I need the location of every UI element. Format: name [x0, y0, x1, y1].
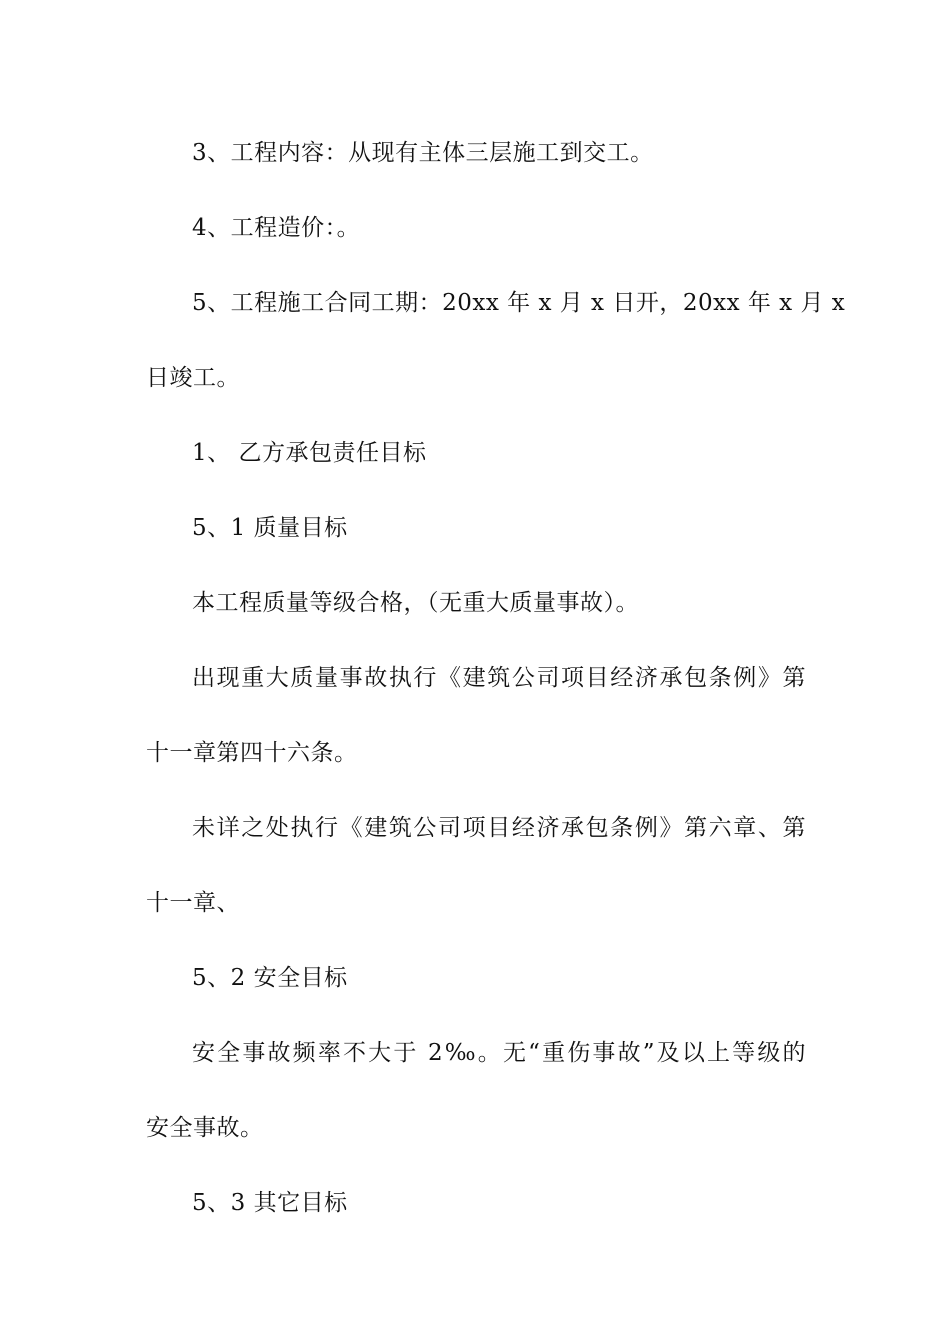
heading-safety-target: 5、2 安全目标 [192, 965, 348, 991]
paragraph-major-accident: 出现重大质量事故执行《建筑公司项目经济承包条例》第 [192, 665, 806, 691]
paragraph-major-accident-cont: 十一章第四十六条。 [146, 740, 358, 766]
heading-other-targets: 5、3 其它目标 [192, 1190, 348, 1216]
paragraph-project-content: 3、工程内容：从现有主体三层施工到交工。 [192, 140, 654, 166]
document-body [146, 124, 846, 1249]
heading-responsibility-targets: 1、 乙方承包责任目标 [192, 440, 427, 466]
paragraph-unspecified: 未详之处执行《建筑公司项目经济承包条例》第六章、第 [192, 815, 806, 841]
paragraph-safety-rate-cont: 安全事故。 [146, 1115, 264, 1141]
paragraph-contract-period-cont: 日竣工。 [146, 365, 240, 391]
paragraph-contract-period: 5、工程施工合同工期：20xx 年 x 月 x 日开，20xx 年 x 月 x [192, 290, 846, 316]
paragraph-project-cost: 4、工程造价：。 [192, 215, 361, 241]
paragraph-quality-grade: 本工程质量等级合格，（无重大质量事故）。 [192, 590, 639, 616]
heading-quality-target: 5、1 质量目标 [192, 515, 348, 541]
paragraph-safety-rate: 安全事故频率不大于 2‰。无“重伤事故”及以上等级的 [192, 1040, 806, 1066]
paragraph-unspecified-cont: 十一章、 [146, 890, 240, 916]
